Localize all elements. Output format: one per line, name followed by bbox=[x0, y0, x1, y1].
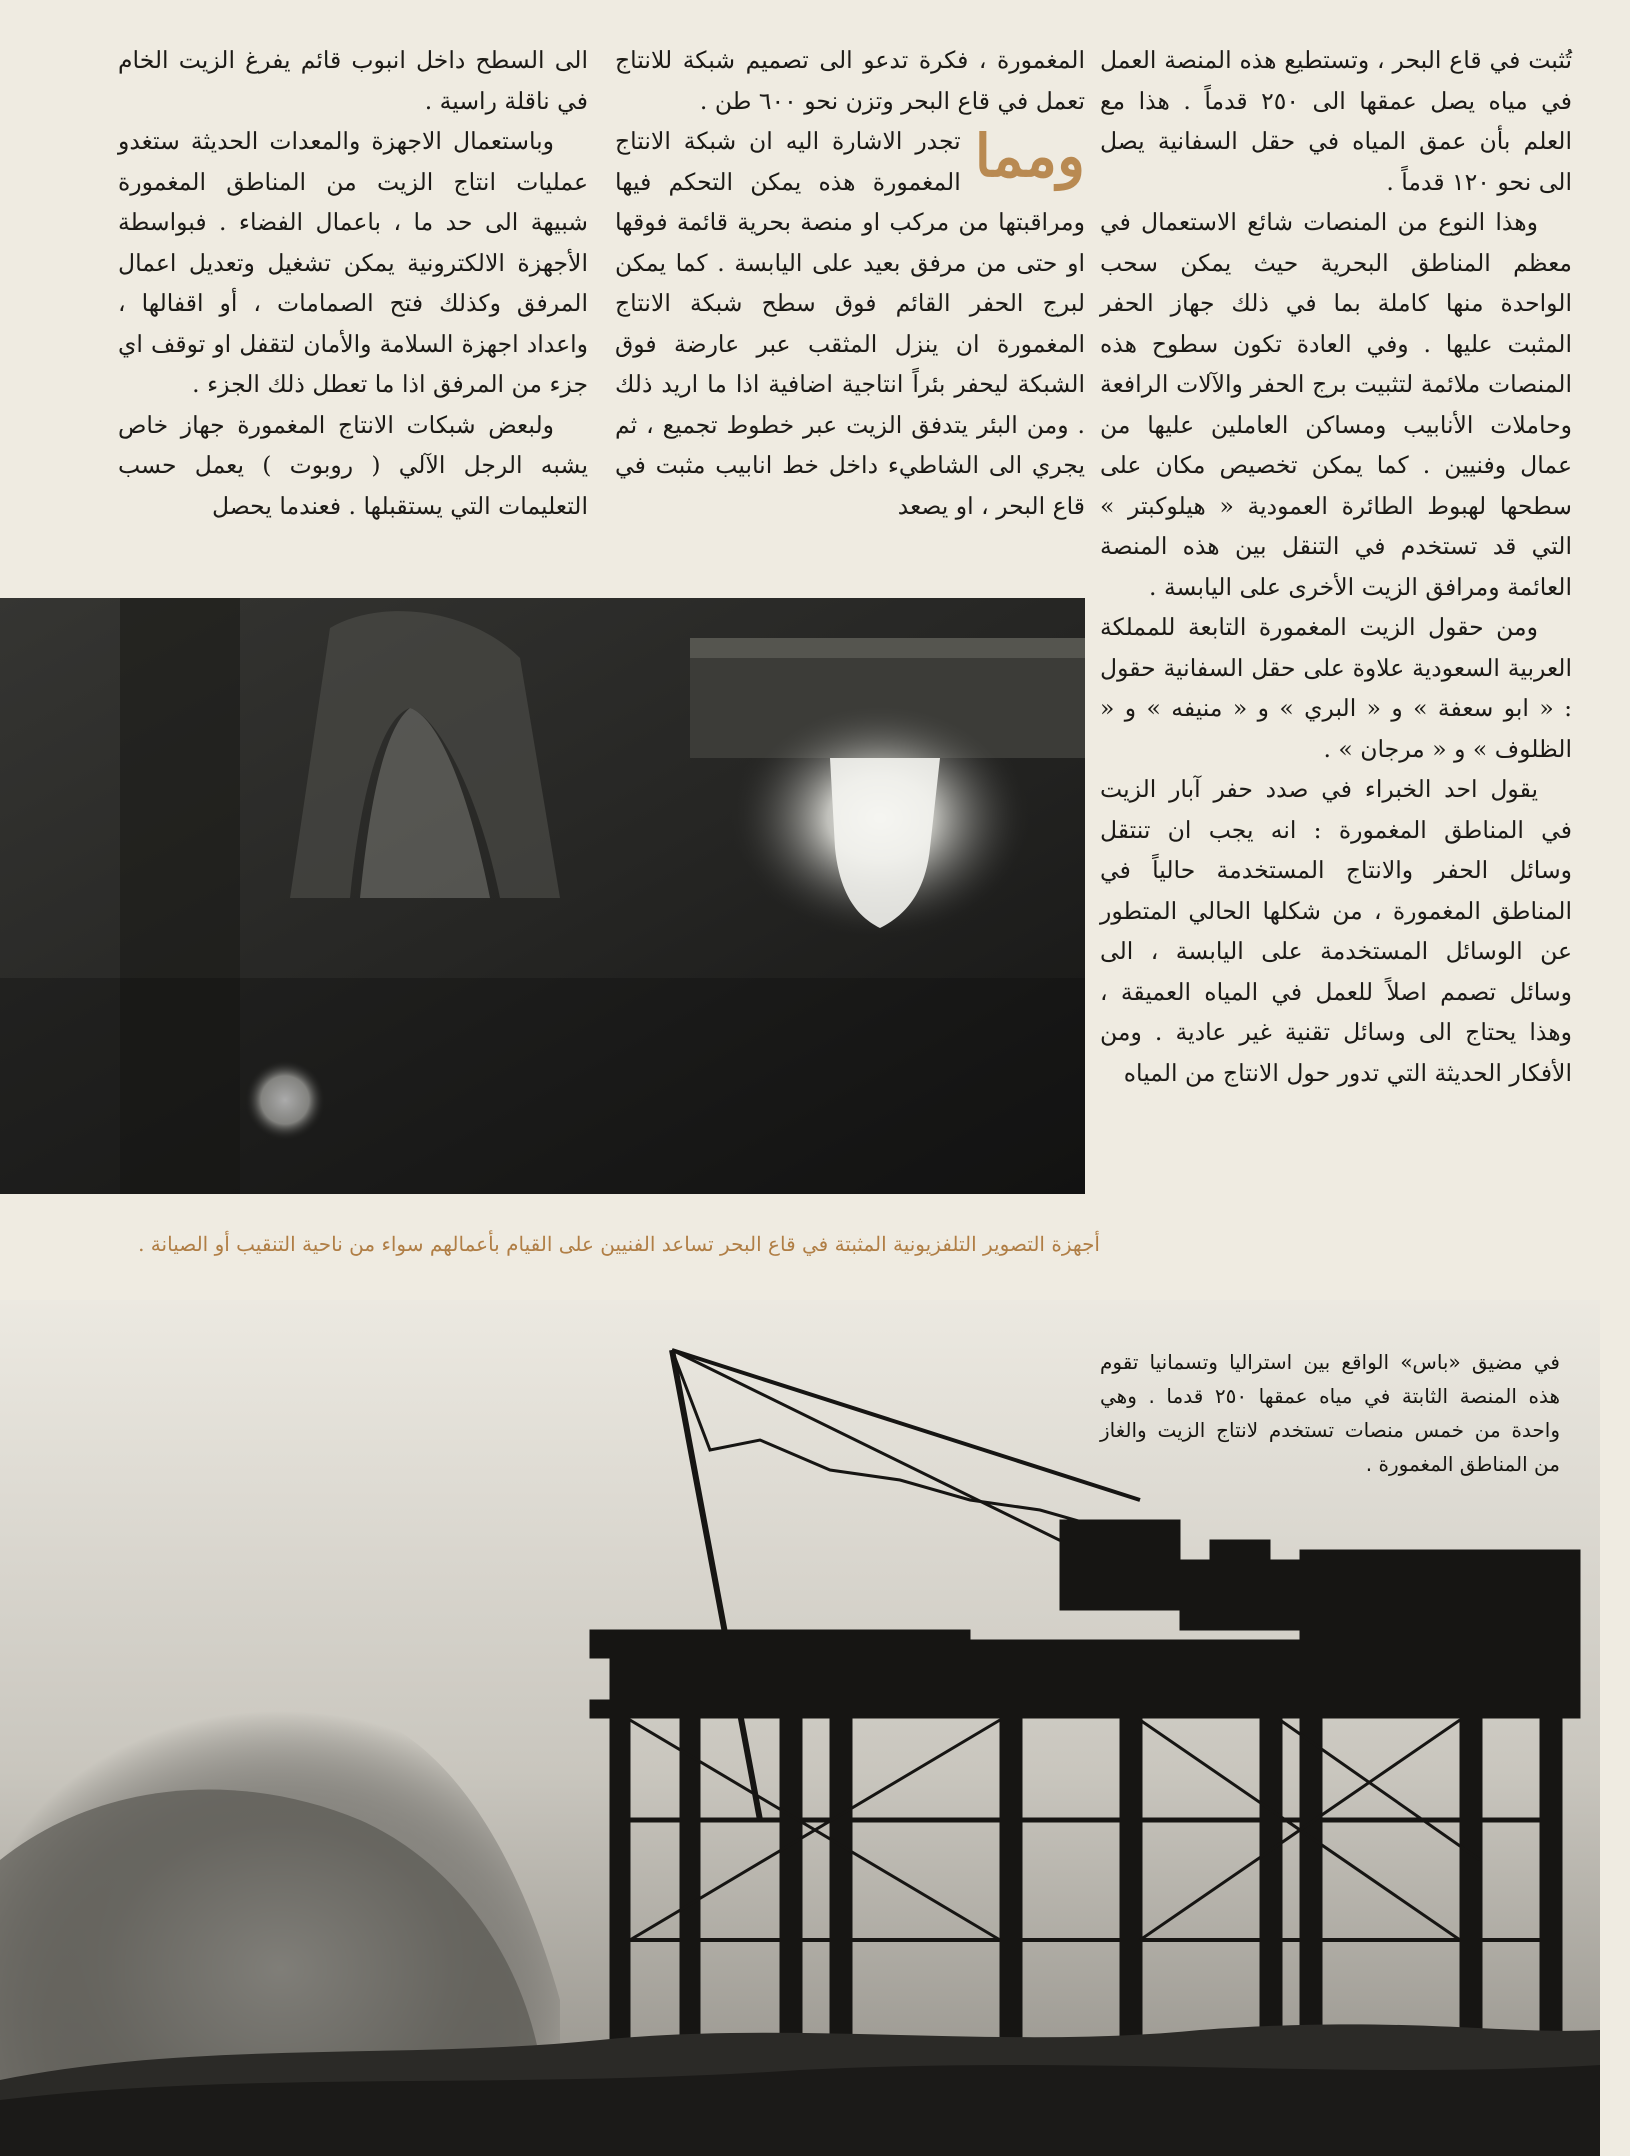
paragraph-with-dropcap bbox=[615, 121, 1085, 526]
article-column-right bbox=[1100, 40, 1572, 1093]
article-column-middle bbox=[615, 40, 1085, 526]
underwater-camera-photo bbox=[0, 598, 1085, 1194]
underwater-camera-illustration bbox=[0, 598, 1085, 1194]
drop-cap: ومما bbox=[974, 122, 1085, 190]
paragraph: ومن حقول الزيت المغمورة التابعة للمملكة العربية السعودية علاوة على حقل السفانية حقول : « ابو سعفة » و « البري » و « منيفه » و « الظلوف » و « مرجان » . bbox=[1100, 613, 1572, 763]
paragraph: وباستعمال الاجهزة والمعدات الحديثة ستغدو عمليات انتاج الزيت من المناطق المغمورة شبيهة الى حد ما ، باعمال الفضاء . فبواسطة الأجهزة الالكترونية يمكن تشغيل وتعديل اعمال المرفق وكذلك فتح الصمامات ، أو اقفالها ، واعداد اجهزة السلامة والأمان لتقفل او توقف اي جزء من المرفق اذا ما تعطل ذلك الجزء . bbox=[118, 127, 588, 398]
paragraph: وهذا النوع من المنصات شائع الاستعمال في معظم المناطق البحرية حيث يمكن سحب الواحدة منها كاملة بما في ذلك جهاز الحفر المثبت عليها . وفي العادة تكون سطوح هذه المنصات ملائمة لتثبيت برج الحفر والآلات الرافعة وحاملات الأنابيب ومساكن العاملين عليها من عمال وفنيين . كما يمكن تخصيص مكان على سطحها لهبوط الطائرة العمودية « هيلوكبتر » التي قد تستخدم في التنقل بين هذه المنصة العائمة ومرافق الزيت الأخرى على اليابسة . bbox=[1100, 208, 1572, 601]
top-photo-caption: أجهزة التصوير التلفزيونية المثبتة في قاع البحر تساعد الفنيين على القيام بأعمالهم سواء من ناحية التنقيب أو الصيانة . bbox=[138, 1232, 1100, 1256]
paragraph: ولبعض شبكات الانتاج المغمورة جهاز خاص يشبه الرجل الآلي ( روبوت ) يعمل حسب التعليمات التي يستقبلها . فعندما يحصل bbox=[118, 410, 588, 520]
bottom-photo-caption: في مضيق «باس» الواقع بين استراليا وتسمانيا تقوم هذه المنصة الثابتة في مياه عمقها ٢٥٠ قدما . وهي واحدة من خمس منصات تستخدم لانتاج الزيت والغاز من المناطق المغمورة . bbox=[1100, 1350, 1561, 1476]
article-column-left bbox=[118, 40, 588, 526]
paragraph: المغمورة ، فكرة تدعو الى تصميم شبكة للانتاج تعمل في قاع البحر وتزن نحو ٦٠٠ طن . bbox=[615, 46, 1085, 115]
paragraph: تُثبت في قاع البحر ، وتستطيع هذه المنصة العمل في مياه يصل عمقها الى ٢٥٠ قدماً . هذا مع العلم بأن عمق المياه في حقل السفانية يصل الى نحو ١٢٠ قدماً . bbox=[1100, 46, 1572, 196]
paragraph: الى السطح داخل انبوب قائم يفرغ الزيت الخام في ناقلة راسية . bbox=[118, 46, 588, 115]
paragraph: يقول احد الخبراء في صدد حفر آبار الزيت في المناطق المغمورة : انه يجب ان تنتقل وسائل الحفر والانتاج المستخدمة حالياً في المناطق المغمورة ، من شكلها الحالي المتطور عن الوسائل المستخدمة على اليابسة ، الى وسائل تصمم اصلاً للعمل في المياه العميقة ، وهذا يحتاج الى وسائل تقنية غير عادية . ومن الأفكار الحديثة التي تدور حول الانتاج من المياه bbox=[1100, 775, 1572, 1087]
paragraph-text: تجدر الاشارة اليه ان شبكة الانتاج المغمورة هذه يمكن التحكم فيها ومراقبتها من مركب او منصة بحرية قائمة فوقها او حتى من مرفق بعيد على اليابسة . كما يمكن لبرج الحفر القائم فوق سطح شبكة الانتاج المغمورة ان ينزل المثقب عبر عارضة فوق الشبكة ليحفر بئراً انتاجية اضافية اذا ما اريد ذلك . ومن البئر يتدفق الزيت عبر خطوط تجميع ، ثم يجري الى الشاطيء داخل خط انابيب مثبت في قاع البحر ، او يصعد bbox=[615, 127, 1085, 520]
